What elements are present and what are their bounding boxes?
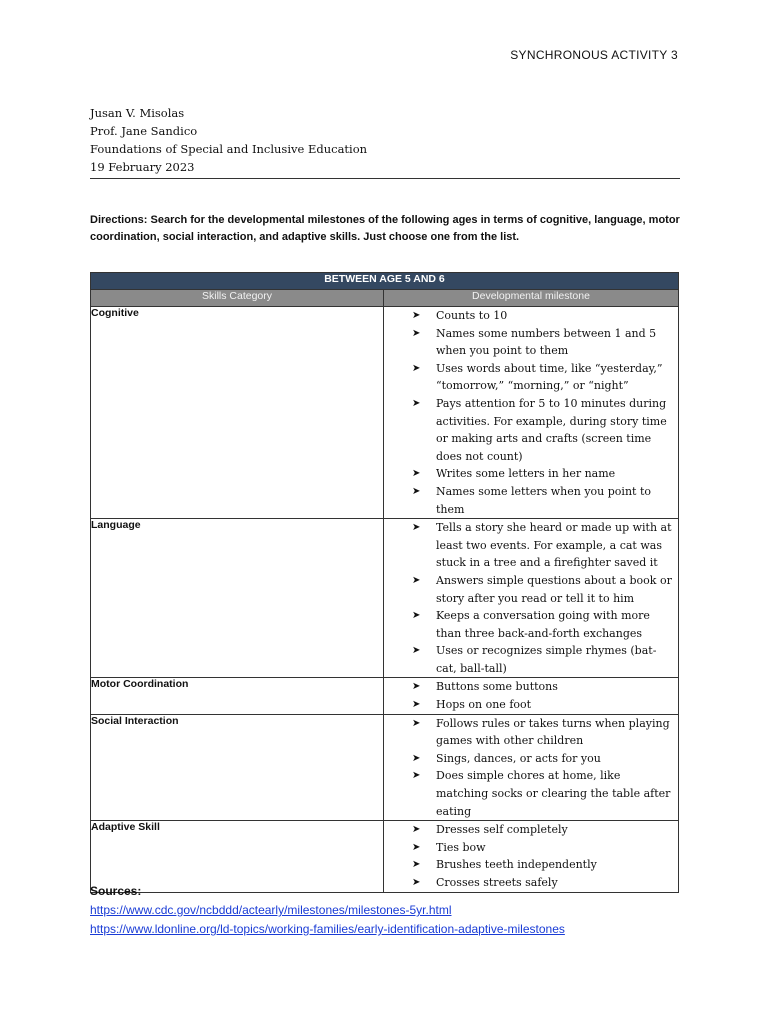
milestone-text: Keeps a conversation going with more than three back-and-forth exchanges xyxy=(436,609,650,640)
professor-name: Prof. Jane Sandico xyxy=(90,124,198,138)
arrow-bullet-icon: ➤ xyxy=(412,485,421,497)
list-item xyxy=(384,395,678,465)
arrow-bullet-icon: ➤ xyxy=(412,877,421,888)
list-item xyxy=(384,465,678,483)
arrow-bullet-icon: ➤ xyxy=(412,645,421,657)
table-row xyxy=(91,519,679,678)
arrow-bullet-icon: ➤ xyxy=(412,752,421,764)
milestone-cell xyxy=(384,678,679,714)
milestone-text: Hops on one foot xyxy=(436,698,532,712)
arrow-bullet-icon: ➤ xyxy=(412,610,421,622)
author-name: Jusan V. Misolas xyxy=(90,106,185,120)
arrow-bullet-icon: ➤ xyxy=(412,859,421,871)
milestone-text: Names some letters when you point to them xyxy=(436,484,651,516)
arrow-bullet-icon: ➤ xyxy=(412,824,421,836)
milestone-text: Tells a story she heard or made up with at least two events. For example, a cat was stuck in a tree and a firefighter saved it xyxy=(436,521,672,570)
milestone-text: Does simple chores at home, like matching socks or clearing the table after eating xyxy=(436,769,671,818)
list-item xyxy=(384,325,678,360)
skills-category-cell: Adaptive Skill xyxy=(91,821,384,892)
milestone-text: Uses words about time, like “yesterday,” “tomorrow,” “morning,” or “night” xyxy=(436,361,663,393)
arrow-bullet-icon: ➤ xyxy=(412,468,421,480)
list-item xyxy=(384,715,678,750)
list-item xyxy=(384,821,678,839)
list-item xyxy=(384,360,678,395)
list-item xyxy=(384,696,678,714)
milestone-text: Follows rules or takes turns when playing games with other children xyxy=(436,716,670,748)
table-title-row xyxy=(91,273,679,290)
list-item xyxy=(384,839,678,857)
milestone-text: Answers simple questions about a book or story after you read or tell it to him xyxy=(436,573,672,605)
arrow-bullet-icon: ➤ xyxy=(412,362,421,374)
milestone-text: Counts to 10 xyxy=(436,309,508,322)
table-row xyxy=(91,714,679,821)
source-link-ldonline[interactable]: https://www.ldonline.org/ld-topics/working-families/early-identification-adaptive-milestones xyxy=(90,922,565,936)
skills-category-cell: Motor Coordination xyxy=(91,678,384,714)
sources-label: Sources: xyxy=(90,884,142,898)
milestone-text: Brushes teeth independently xyxy=(436,858,597,872)
skills-category-cell: Language xyxy=(91,519,384,678)
milestone-text: Names some numbers between 1 and 5 when you point to them xyxy=(436,326,657,358)
course-name: Foundations of Special and Inclusive Education xyxy=(90,142,368,156)
milestone-text: Sings, dances, or acts for you xyxy=(436,751,601,765)
arrow-bullet-icon: ➤ xyxy=(412,699,421,711)
arrow-bullet-icon: ➤ xyxy=(412,397,421,409)
list-item xyxy=(384,572,678,607)
milestone-text: Ties bow xyxy=(436,840,486,854)
arrow-bullet-icon: ➤ xyxy=(412,574,421,586)
arrow-bullet-icon: ➤ xyxy=(412,770,421,782)
milestone-list xyxy=(384,678,678,713)
list-item xyxy=(384,750,678,768)
milestone-text: Pays attention for 5 to 10 minutes during activities. For example, during story time or making arts and crafts (screen time does not count) xyxy=(436,396,667,463)
sources-section xyxy=(90,882,565,939)
milestone-text: Dresses self completely xyxy=(436,823,568,837)
milestone-cell xyxy=(384,714,679,821)
list-item xyxy=(384,642,678,677)
milestone-text: Buttons some buttons xyxy=(436,680,558,694)
milestone-text: Uses or recognizes simple rhymes (bat-cat, ball-tall) xyxy=(436,644,657,675)
list-item xyxy=(384,519,678,572)
arrow-bullet-icon: ➤ xyxy=(412,717,421,729)
author-block xyxy=(90,104,680,179)
activity-title: SYNCHRONOUS ACTIVITY 3 xyxy=(510,48,678,62)
table-title: BETWEEN AGE 5 AND 6 xyxy=(91,273,679,290)
source-link-cdc[interactable]: https://www.cdc.gov/ncbddd/actearly/milestones/milestones-5yr.html xyxy=(90,903,452,917)
submission-date: 19 February 2023 xyxy=(90,160,195,174)
skills-category-cell: Cognitive xyxy=(91,307,384,519)
arrow-bullet-icon: ➤ xyxy=(412,681,421,693)
arrow-bullet-icon: ➤ xyxy=(412,841,421,853)
milestone-cell xyxy=(384,519,679,678)
milestone-text: Crosses streets safely xyxy=(436,876,558,889)
list-item xyxy=(384,767,678,820)
milestone-text: Writes some letters in her name xyxy=(436,467,616,481)
list-item xyxy=(384,678,678,696)
milestone-list xyxy=(384,307,678,518)
table-row xyxy=(91,678,679,714)
milestone-cell xyxy=(384,307,679,519)
arrow-bullet-icon: ➤ xyxy=(412,310,421,321)
arrow-bullet-icon: ➤ xyxy=(412,522,421,534)
list-item xyxy=(384,856,678,874)
milestone-list xyxy=(384,519,678,677)
milestones-table xyxy=(90,272,679,893)
list-item xyxy=(384,307,678,325)
skills-category-cell: Social Interaction xyxy=(91,714,384,821)
table-header-row xyxy=(91,290,679,307)
column-header-category: Skills Category xyxy=(91,290,384,307)
milestone-list xyxy=(384,715,678,821)
table-body xyxy=(91,307,679,893)
directions-text: Directions: Search for the developmental milestones of the following ages in terms of cognitive, language, motor coordination, social interaction, and adaptive skills. Just choose one from the list. xyxy=(90,214,680,243)
list-item xyxy=(384,483,678,518)
table-row xyxy=(91,307,679,519)
column-header-milestone: Developmental milestone xyxy=(384,290,679,307)
list-item xyxy=(384,607,678,642)
arrow-bullet-icon: ➤ xyxy=(412,327,421,339)
